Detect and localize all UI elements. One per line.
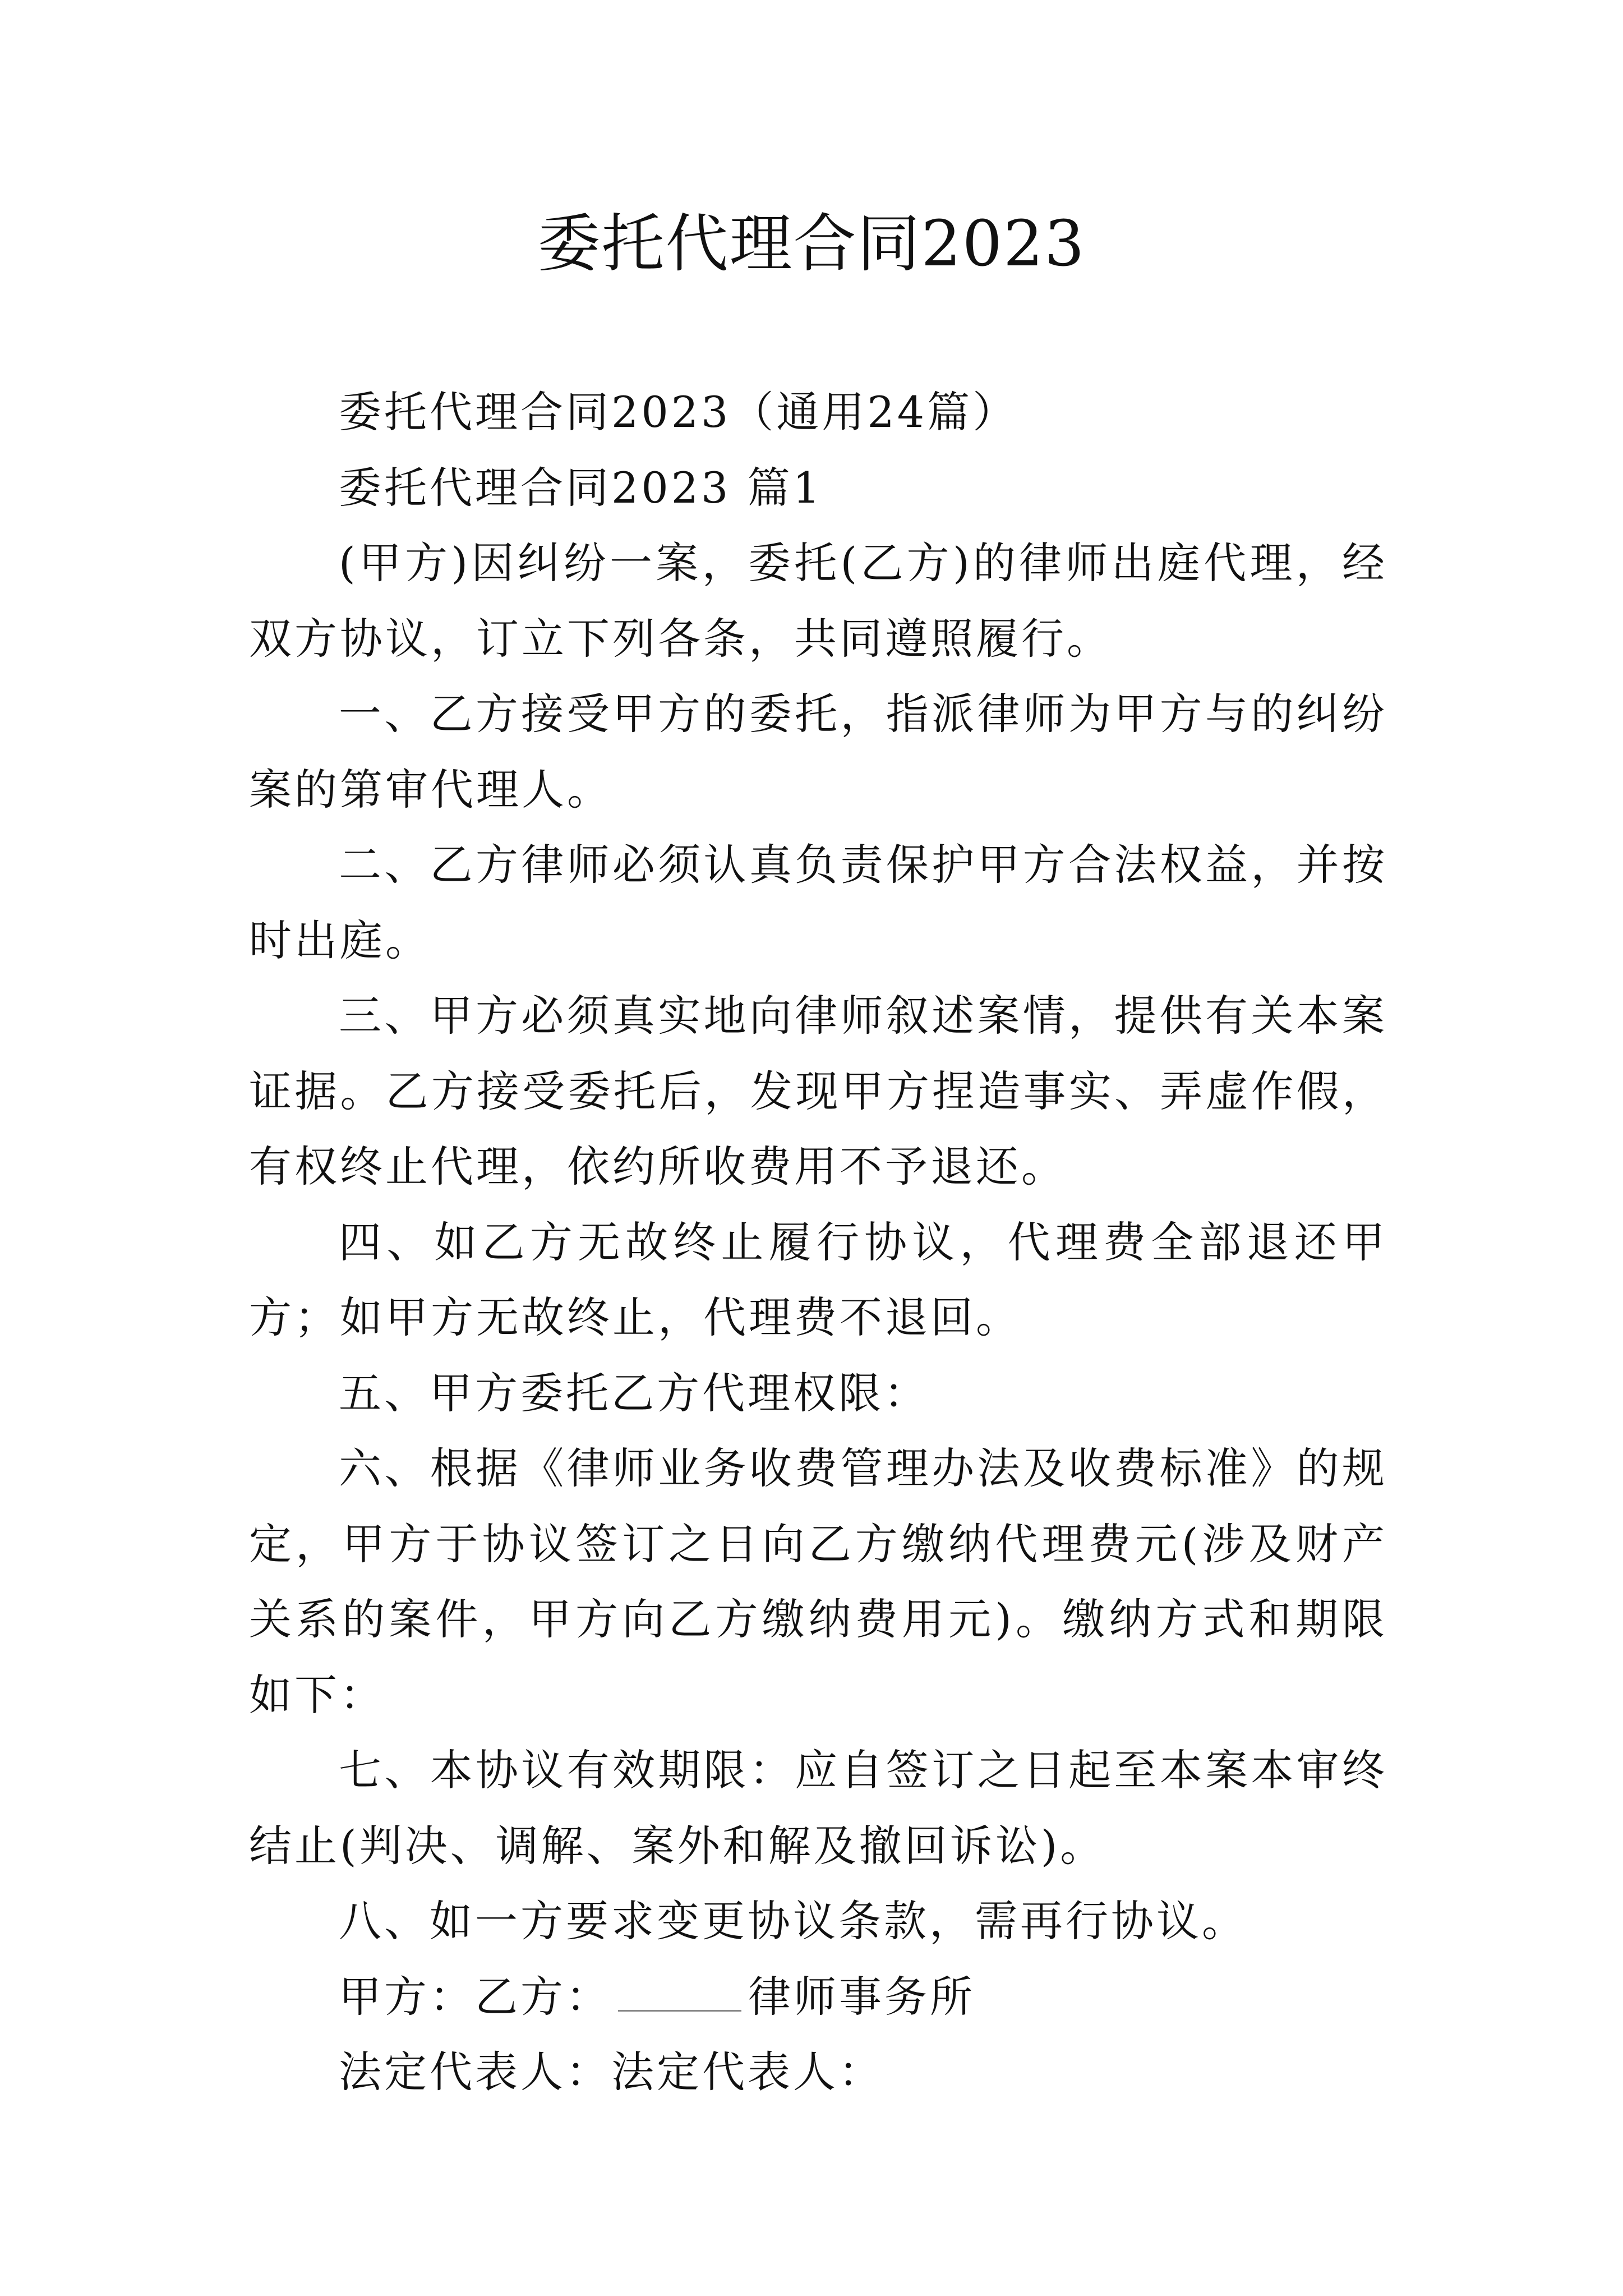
subtitle: 委托代理合同2023（通用24篇） <box>339 387 1018 437</box>
paragraph-clause-3: 三、甲方必须真实地向律师叙述案情，提供有关本案证据。乙方接受委托后，发现甲方捏造事实、弄虚作假，有权终止代理，依约所收费用不予退还。 <box>249 991 1387 1191</box>
paragraph-clause-4: 四、如乙方无故终止履行协议，代理费全部退还甲方；如甲方无故终止，代理费不退回。 <box>249 1217 1387 1342</box>
paragraph-intro: (甲方)因纠纷一案，委托(乙方)的律师出庭代理，经双方协议，订立下列各条，共同遵照履行。 <box>249 538 1387 664</box>
section-heading: 委托代理合同2023 篇1 <box>339 462 823 513</box>
paragraph-clause-2: 二、乙方律师必须认真负责保护甲方合法权益，并按时出庭。 <box>249 840 1387 965</box>
signature-line-parties <box>249 1959 1387 2035</box>
signature-line-representatives: 法定代表人：法定代表人： <box>339 2047 884 2097</box>
document-title: 委托代理合同2023 <box>537 208 1086 280</box>
law-firm-label: 律师事务所 <box>748 1971 975 2022</box>
paragraph-clause-1: 一、乙方接受甲方的委托，指派律师为甲方与的纠纷案的第审代理人。 <box>249 689 1387 815</box>
paragraph-clause-6: 六、根据《律师业务收费管理办法及收费标准》的规定，甲方于协议签订之日向乙方缴纳代理费元(涉及财产关系的案件，甲方向乙方缴纳费用元)。缴纳方式和期限如下： <box>249 1443 1387 1720</box>
blank-fill-line <box>618 1976 741 2012</box>
signature-parties-label: 甲方：乙方： <box>339 1971 611 2022</box>
document-body <box>249 375 1387 2110</box>
paragraph-clause-5: 五、甲方委托乙方代理权限： <box>339 1368 929 1418</box>
paragraph-clause-8: 八、如一方要求变更协议条款，需再行协议。 <box>339 1896 1247 1946</box>
paragraph-clause-7: 七、本协议有效期限：应自签订之日起至本案本审终结止(判决、调解、案外和解及撤回诉讼)。 <box>249 1745 1387 1871</box>
